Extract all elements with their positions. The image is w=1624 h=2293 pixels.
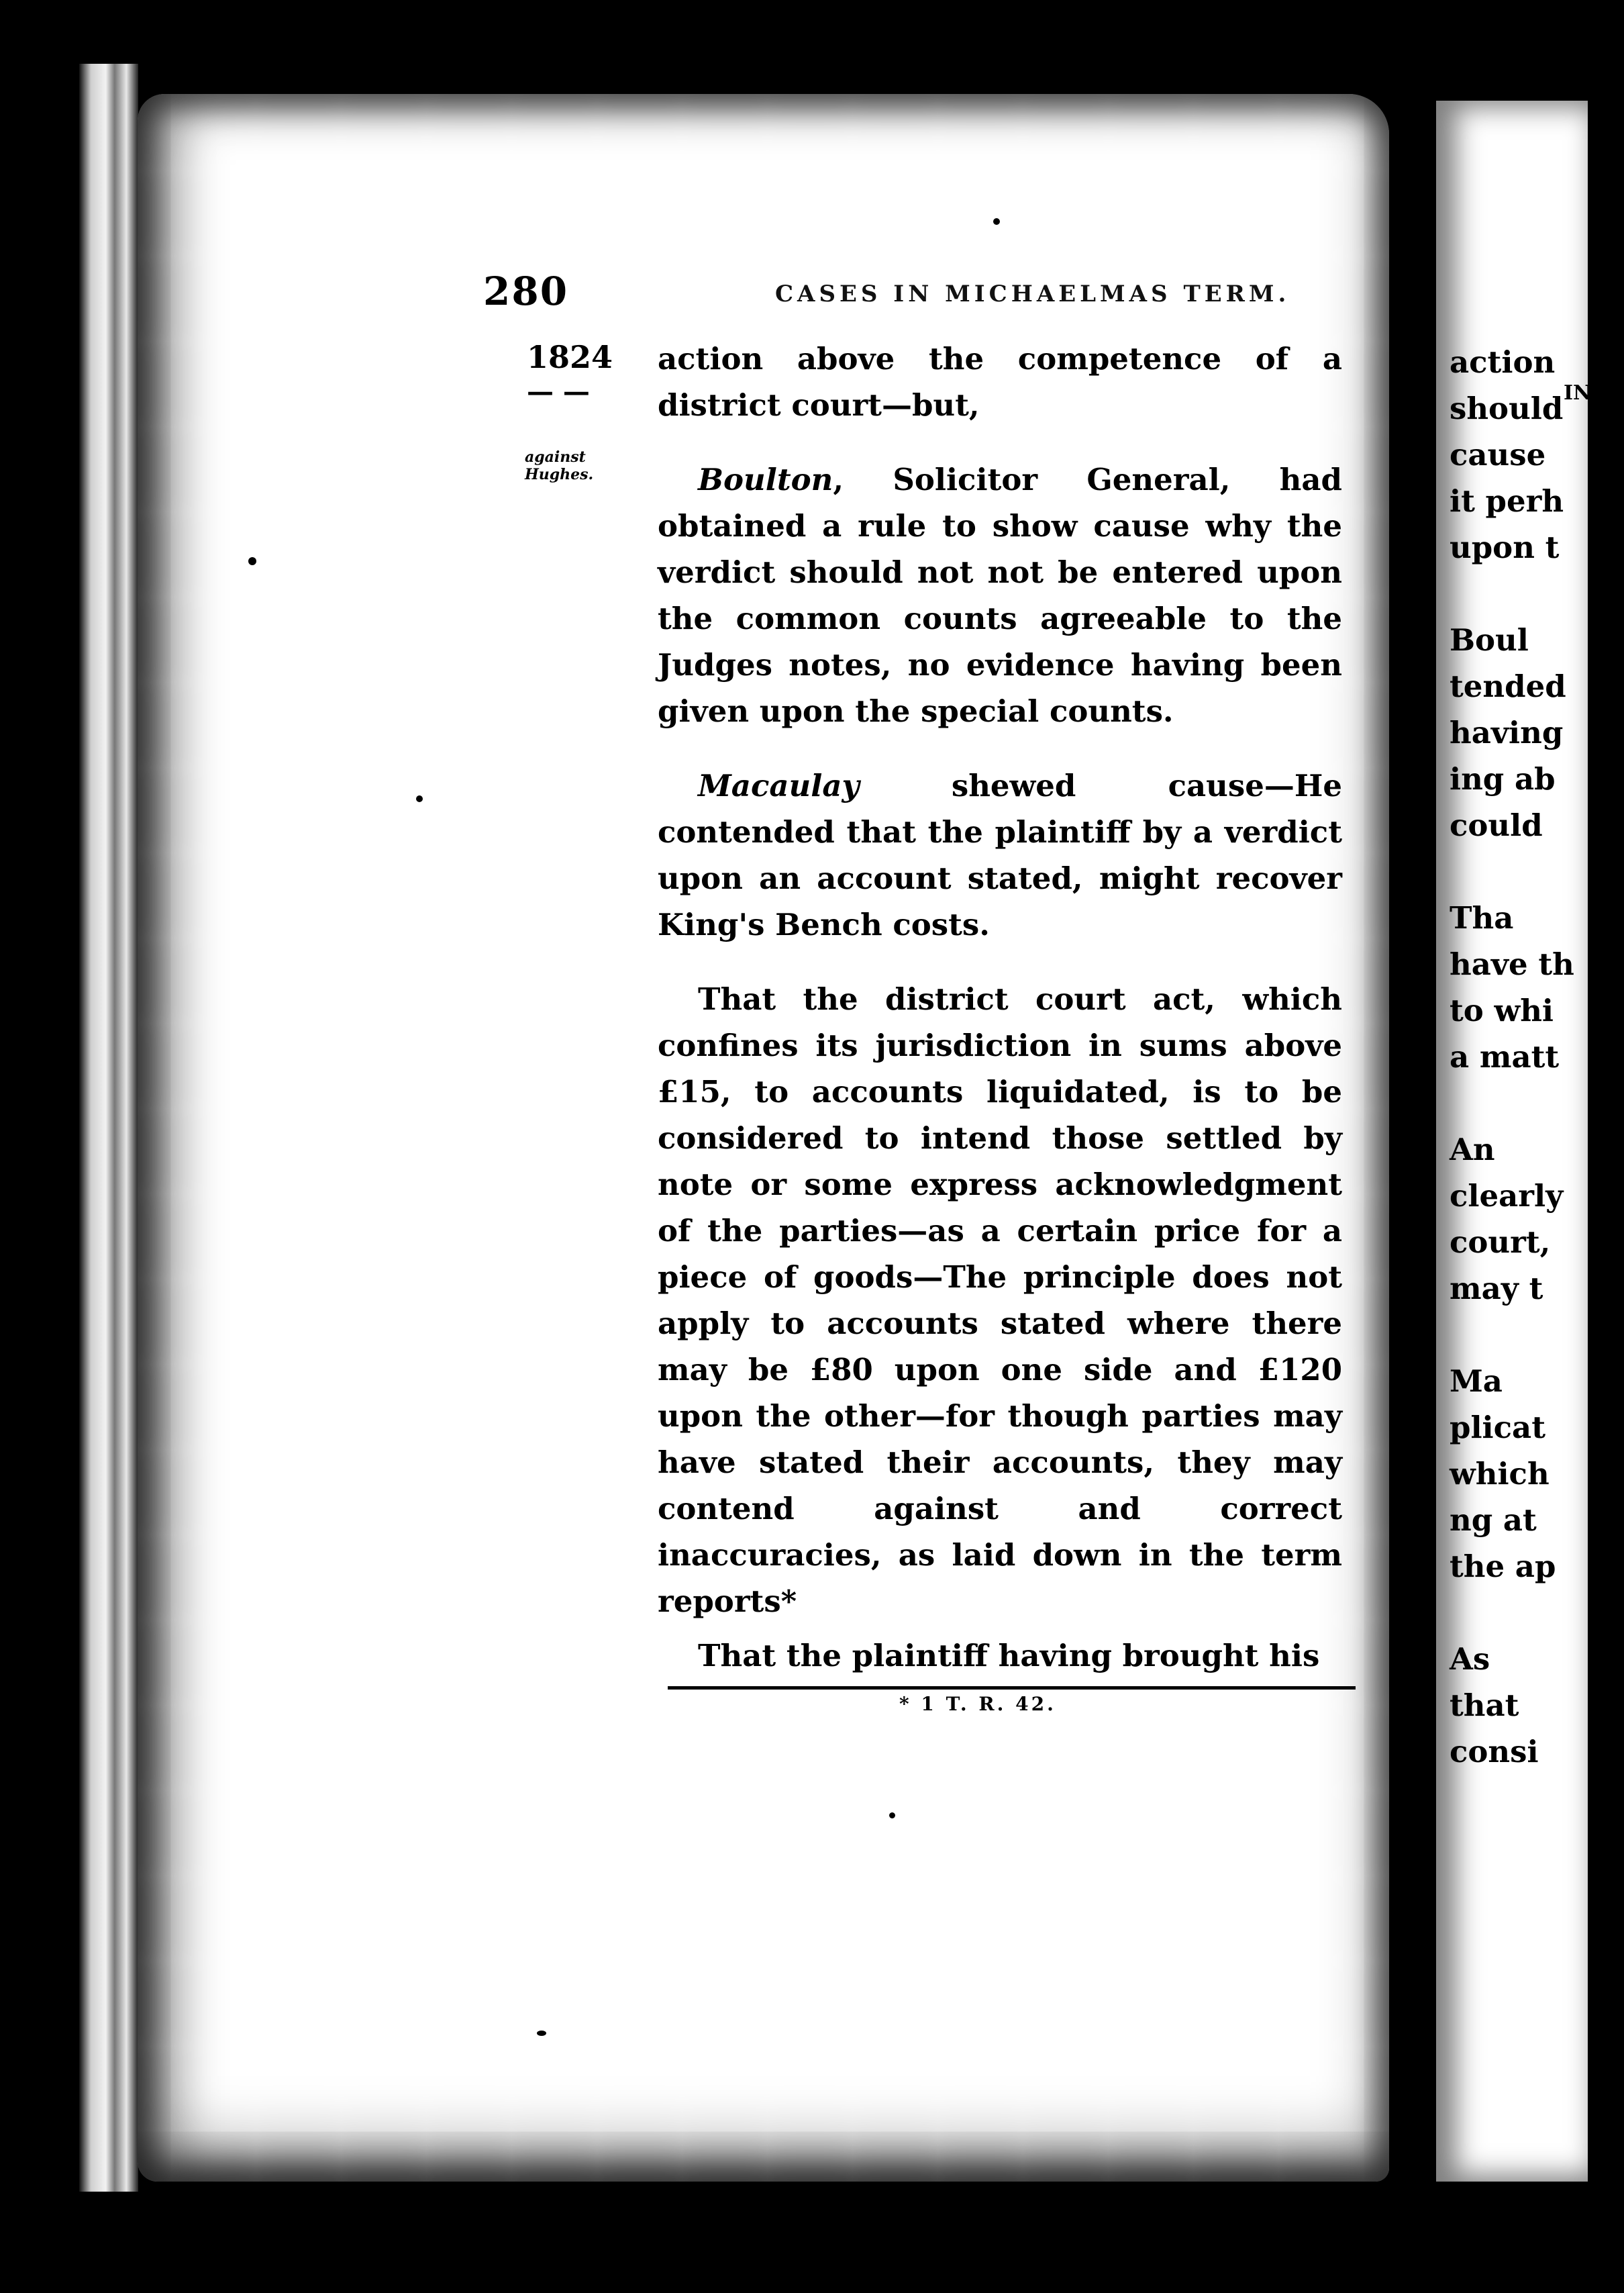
facing-page-line: action [1450,344,1556,380]
facing-page-line: which [1450,1456,1550,1492]
paragraph-continuation: action above the competence of a district court—but, [658,341,1342,423]
facing-page-line: it perh [1450,483,1564,519]
facing-page-line: Ma [1450,1363,1503,1399]
facing-page-line: may t [1450,1271,1543,1306]
book-spine-edge [79,64,138,2192]
facing-page-line: to whi [1450,993,1554,1028]
facing-page-text [1450,339,1624,1775]
paragraph-plaintiff: That the plaintiff having brought his [698,1638,1320,1673]
facing-page-line: ing ab [1450,761,1556,797]
facing-page-line: cause [1450,437,1546,473]
ink-speck [889,1812,895,1818]
facing-page-line: An [1450,1132,1495,1167]
ink-speck [537,2031,546,2036]
counsel-name: Macaulay [698,768,860,803]
facing-page-line [1450,1312,1624,1358]
facing-page-line: could [1450,808,1543,843]
facing-page-line: upon t [1450,530,1560,565]
facing-page-line [1450,571,1624,617]
facing-page-line [1450,1590,1624,1636]
paragraph-district-court: That the district court act, which confines its jurisdiction in sums above £15, to accounts liquidated, is to be considered to intend those settled by note or some express acknowledgment of the parties—as a certain price for a piece of goods—The principle does not apply to accounts stated where there may be £80 upon one side and £120 upon the other—for though parties may have stated their accounts, they may contend against and correct inaccuracies, as laid down in the term reports* [658,981,1342,1619]
margin-year: 1824 [527,339,613,375]
facing-page-line: tended [1450,669,1566,704]
facing-page-line [1450,1080,1624,1126]
facing-page-line: Tha [1450,900,1514,936]
footnote-rule [668,1686,1356,1690]
facing-page-head: IN [1564,381,1592,405]
facing-page-line: clearly [1450,1178,1564,1214]
paragraph-macaulay [658,763,1342,948]
facing-page [1436,101,1592,2182]
facing-page-line: As [1450,1641,1490,1677]
page-number: 280 [483,269,569,314]
ink-speck [416,795,423,802]
paragraph-text: , Solicitor General, had obtained a rule to show cause why the verdict should not not be entered upon the common counts agreeable to the Judges notes, no evidence having been given upon the special counts. [658,462,1342,729]
facing-page-line: should [1450,391,1564,426]
main-text-column [658,336,1342,1679]
footnote: * 1 T. R. 42. [899,1693,1056,1715]
margin-dash: — — [527,376,590,407]
counsel-name: Boulton [698,462,833,497]
facing-page-line: the ap [1450,1549,1556,1584]
book-gutter [1389,114,1436,2182]
facing-page-line: plicat [1450,1410,1545,1445]
facing-page-line: have th [1450,946,1574,982]
margin-case-note: against Hughes. [525,448,594,483]
facing-page-line: ng at [1450,1502,1537,1538]
ink-speck [993,218,1000,225]
facing-page-line: Boul [1450,622,1529,658]
paragraph-boulton [658,456,1342,734]
ink-speck [248,557,256,565]
facing-page-line: having [1450,715,1564,750]
facing-page-line: that [1450,1688,1519,1723]
paragraph-text: shewed cause—He contended that the plaintiff by a verdict upon an account stated, might recover King's Bench costs. [658,768,1342,942]
facing-page-line: consi [1450,1734,1539,1769]
facing-page-line: a matt [1450,1039,1560,1075]
facing-page-line [1450,848,1624,895]
running-head: CASES IN MICHAELMAS TERM. [775,281,1290,307]
facing-page-line: court, [1450,1224,1551,1260]
